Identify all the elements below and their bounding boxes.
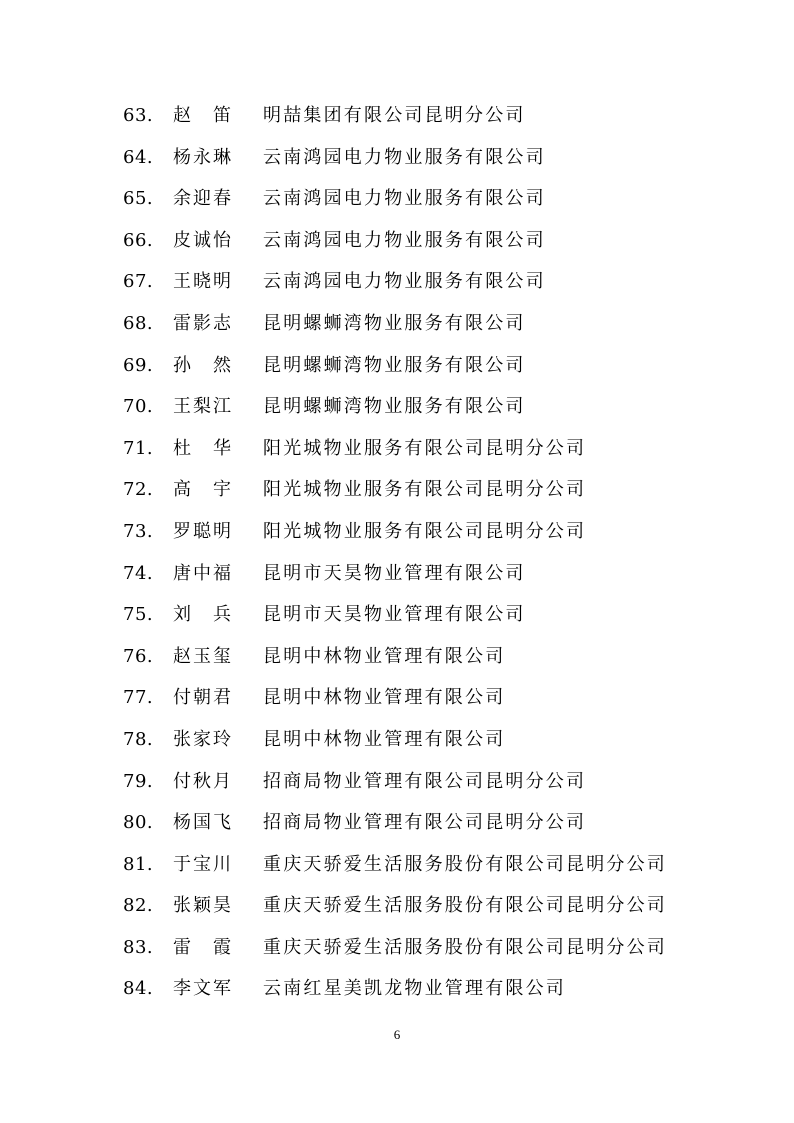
person-name: 杨国飞	[173, 812, 233, 834]
list-item	[123, 511, 743, 553]
list-item	[123, 220, 743, 262]
list-item	[123, 261, 743, 303]
organization-name: 昆明中林物业管理有限公司	[263, 728, 506, 750]
list-item	[123, 802, 743, 844]
person-name: 罗聪明	[173, 520, 233, 542]
person-name: 王梨江	[173, 396, 233, 418]
person-name: 于宝川	[173, 853, 233, 875]
person-name: 皮诚怡	[173, 229, 233, 251]
person-name: 付朝君	[173, 687, 233, 709]
organization-name: 云南红星美凯龙物业管理有限公司	[263, 978, 566, 1000]
person-name: 赵玉玺	[173, 645, 233, 667]
person-name: 杜 华	[173, 437, 233, 459]
list-item	[123, 844, 743, 886]
entry-number: 67.	[123, 271, 154, 293]
organization-name: 昆明中林物业管理有限公司	[263, 645, 506, 667]
entry-number: 64.	[123, 146, 154, 168]
organization-name: 云南鸿园电力物业服务有限公司	[263, 146, 546, 168]
person-name: 高 宇	[173, 479, 233, 501]
entry-number: 71.	[123, 437, 154, 459]
organization-name: 昆明螺蛳湾物业服务有限公司	[263, 354, 526, 376]
person-name: 雷影志	[173, 312, 233, 334]
list-item	[123, 594, 743, 636]
list-item	[123, 469, 743, 511]
list-item	[123, 137, 743, 179]
entry-number: 74.	[123, 562, 154, 584]
person-name: 孙 然	[173, 354, 233, 376]
organization-name: 昆明市天昊物业管理有限公司	[263, 604, 526, 626]
organization-name: 阳光城物业服务有限公司昆明分公司	[263, 520, 587, 542]
person-name: 付秋月	[173, 770, 233, 792]
entry-number: 77.	[123, 687, 154, 709]
organization-name: 重庆天骄爱生活服务股份有限公司昆明分公司	[263, 895, 667, 917]
entry-number: 78.	[123, 728, 154, 750]
organization-name: 昆明螺蛳湾物业服务有限公司	[263, 312, 526, 334]
entry-number: 81.	[123, 853, 154, 875]
list-item	[123, 345, 743, 387]
organization-name: 昆明螺蛳湾物业服务有限公司	[263, 396, 526, 418]
list-item	[123, 178, 743, 220]
list-item	[123, 303, 743, 345]
person-name: 杨永琳	[173, 146, 233, 168]
entry-number: 70.	[123, 396, 154, 418]
personnel-list	[123, 95, 743, 1010]
entry-number: 72.	[123, 479, 154, 501]
list-item	[123, 553, 743, 595]
organization-name: 明喆集团有限公司昆明分公司	[263, 105, 526, 126]
organization-name: 招商局物业管理有限公司昆明分公司	[263, 770, 587, 792]
person-name: 李文军	[173, 978, 233, 1000]
person-name: 唐中福	[173, 562, 233, 584]
organization-name: 重庆天骄爱生活服务股份有限公司昆明分公司	[263, 936, 667, 958]
person-name: 赵 笛	[173, 105, 233, 126]
list-item	[123, 885, 743, 927]
organization-name: 阳光城物业服务有限公司昆明分公司	[263, 479, 587, 501]
person-name: 余迎春	[173, 188, 233, 210]
entry-number: 82.	[123, 895, 154, 917]
person-name: 刘 兵	[173, 604, 233, 626]
organization-name: 昆明中林物业管理有限公司	[263, 687, 506, 709]
list-item	[123, 428, 743, 470]
list-item	[123, 677, 743, 719]
entry-number: 73.	[123, 520, 154, 542]
entry-number: 65.	[123, 188, 154, 210]
entry-number: 84.	[123, 978, 154, 1000]
list-item	[123, 636, 743, 678]
organization-name: 云南鸿园电力物业服务有限公司	[263, 188, 546, 210]
list-item	[123, 719, 743, 761]
page-number: 6	[393, 1027, 401, 1042]
organization-name: 昆明市天昊物业管理有限公司	[263, 562, 526, 584]
person-name: 雷 霞	[173, 936, 233, 958]
person-name: 张颖昊	[173, 895, 233, 917]
entry-number: 79.	[123, 770, 154, 792]
list-item	[123, 761, 743, 803]
entry-number: 83.	[123, 936, 154, 958]
entry-number: 76.	[123, 645, 154, 667]
list-item	[123, 386, 743, 428]
entry-number: 66.	[123, 229, 154, 251]
entry-number: 80.	[123, 812, 154, 834]
organization-name: 云南鸿园电力物业服务有限公司	[263, 229, 546, 251]
person-name: 王晓明	[173, 271, 233, 293]
entry-number: 69.	[123, 354, 154, 376]
organization-name: 云南鸿园电力物业服务有限公司	[263, 271, 546, 293]
list-item	[123, 95, 743, 137]
list-item	[123, 927, 743, 969]
entry-number: 75.	[123, 604, 154, 626]
organization-name: 重庆天骄爱生活服务股份有限公司昆明分公司	[263, 853, 667, 875]
entry-number: 68.	[123, 312, 154, 334]
entry-number: 63.	[123, 105, 154, 126]
list-item	[123, 968, 743, 1010]
organization-name: 阳光城物业服务有限公司昆明分公司	[263, 437, 587, 459]
person-name: 张家玲	[173, 728, 233, 750]
organization-name: 招商局物业管理有限公司昆明分公司	[263, 812, 587, 834]
